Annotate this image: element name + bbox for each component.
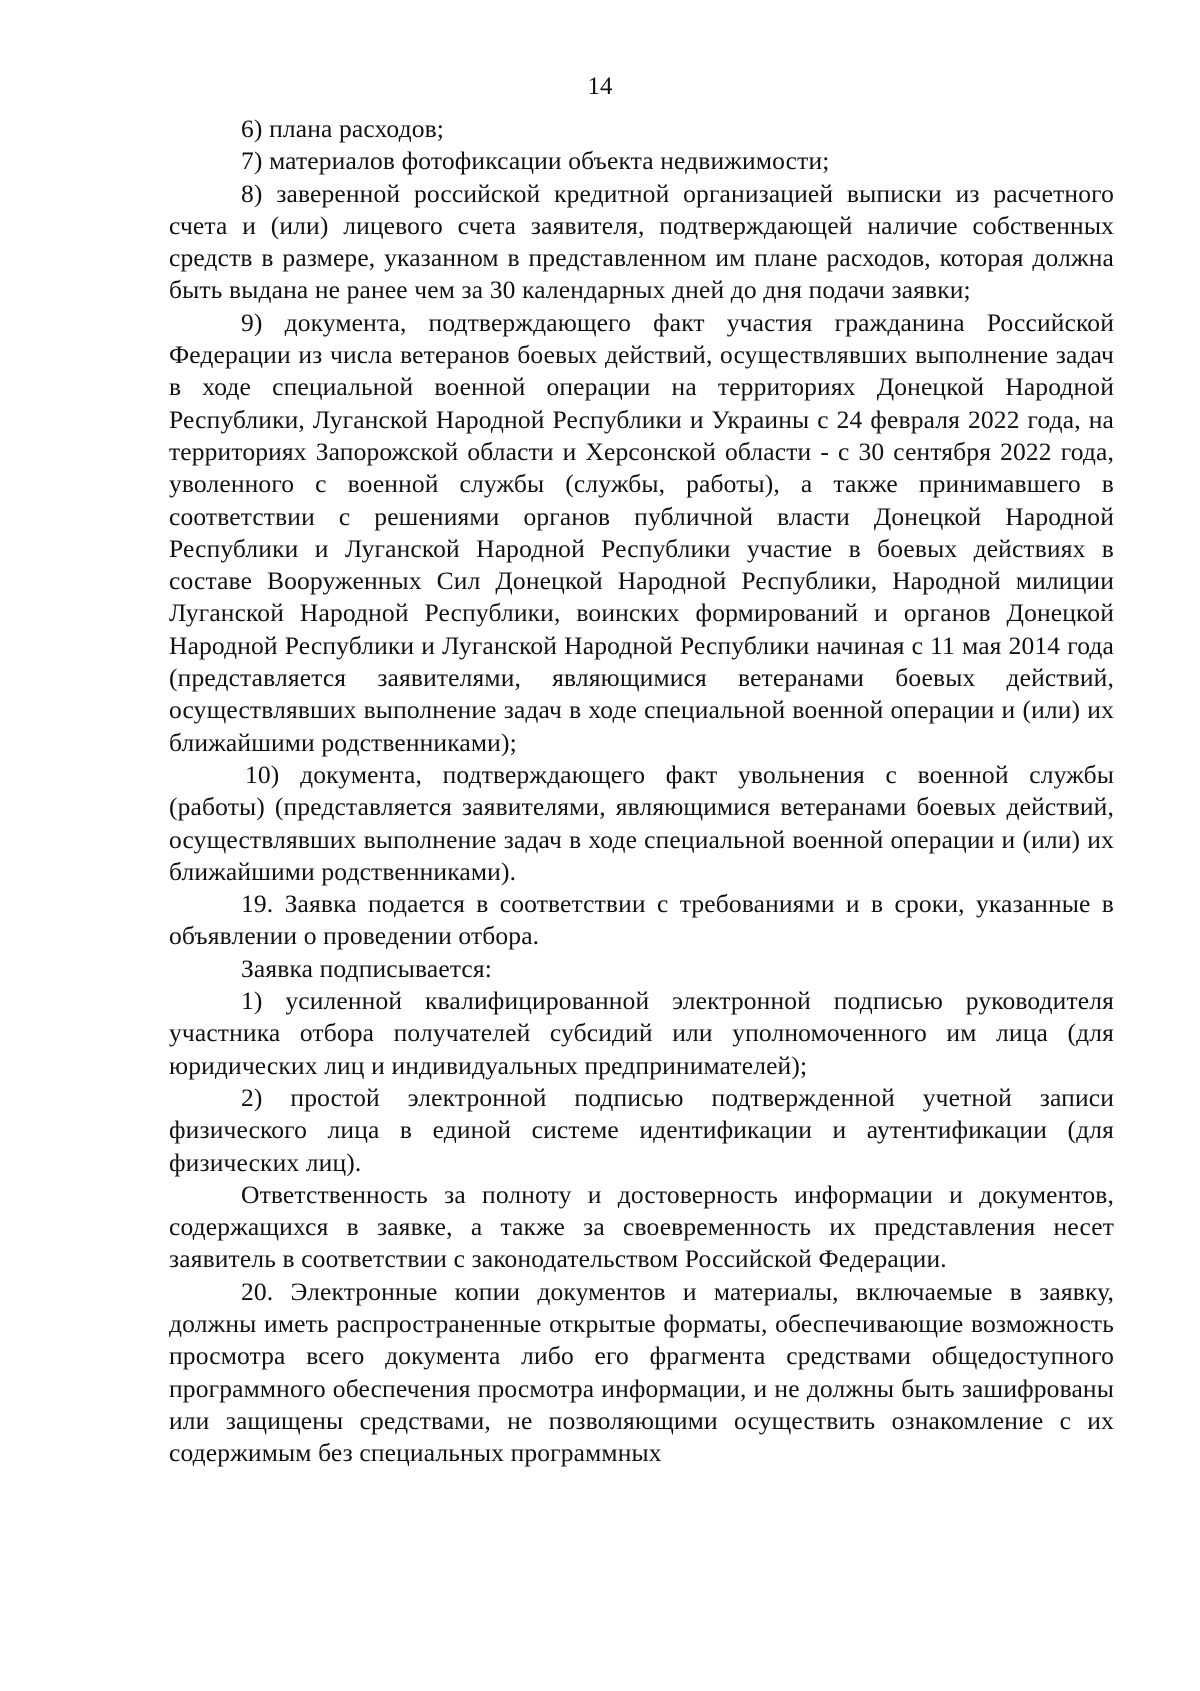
document-body (169, 113, 1114, 1469)
list-item-10: 10) документа, подтверждающего факт увольнения с военной службы (работы) (представляется заявителями, являющимися ветеранами боевых действий, осуществлявших выполнение задач в ходе специальной военной операции и (или) их ближайшими родственниками). (169, 759, 1114, 886)
signature-item-1: 1) усиленной квалифицированной электронной подписью руководителя участника отбора получателей субсидий или уполномоченного им лица (для юридических лиц и индивидуальных предпринимателей); (169, 986, 1114, 1080)
responsibility-paragraph: Ответственность за полноту и достоверность информации и документов, содержащихся в заявке, а также за своевременность их представления несет заявитель в соответствии с законодательством Российской Федерации. (169, 1179, 1114, 1274)
signature-item-2: 2) простой электронной подписью подтвержденной учетной записи физического лица в единой системе идентификации и аутентификации (для физических лиц). (169, 1082, 1114, 1177)
page-number: 14 (587, 73, 613, 100)
list-item-6: 6) плана расходов; (241, 114, 445, 143)
section-20-paragraph: 20. Электронные копии документов и материалы, включаемые в заявку, должны иметь распространенные открытые форматы, обеспечивающие возможность просмотра всего документа либо его фрагмента средствами общедоступного программного обеспечения просмотра информации, и не должны быть зашифрованы или защищены средствами, не позволяющими осуществить ознакомление с их содержимым без специальных программных (169, 1276, 1114, 1468)
list-item-7: 7) материалов фотофиксации объекта недвижимости; (241, 146, 830, 176)
signature-intro-paragraph: Заявка подписывается: (241, 953, 493, 983)
list-item-8: 8) заверенной российской кредитной организацией выписки из расчетного счета и (или) лицевого счета заявителя, подтверждающей наличие собственных средств в размере, указанном в представленном им плане расходов, которая должна быть выдана не ранее чем за 30 календарных дней до дня подачи заявки; (169, 178, 1114, 305)
list-item-9: 9) документа, подтверждающего факт участия гражданина Российской Федерации из числа ветеранов боевых действий, осуществлявших выполнение задач в ходе специальной военной операции на территориях Донецкой Народной Республики, Луганской Народной Республики и Украины с 24 февраля 2022 года, на территориях Запорожской области и Херсонской области - с 30 сентября 2022 года, уволенного с военной службы (службы, работы), а также принимавшего в соответствии с решениями органов публичной власти Донецкой Народной Республики и Луганской Народной Республики участие в боевых действиях в составе Вооруженных Сил Донецкой Народной Республики, Народной милиции Луганской Народной Республики, воинских формирований и органов Донецкой Народной Республики и Луганской Народной Республики начиная с 11 мая 2014 года (представляется заявителями, являющимися ветеранами боевых действий, осуществлявших выполнение задач в ходе специальной военной операции и (или) их ближайшими родственниками); (169, 307, 1114, 757)
section-19-paragraph: 19. Заявка подается в соответствии с требованиями и в сроки, указанные в объявлении о проведении отбора. (169, 889, 1114, 951)
